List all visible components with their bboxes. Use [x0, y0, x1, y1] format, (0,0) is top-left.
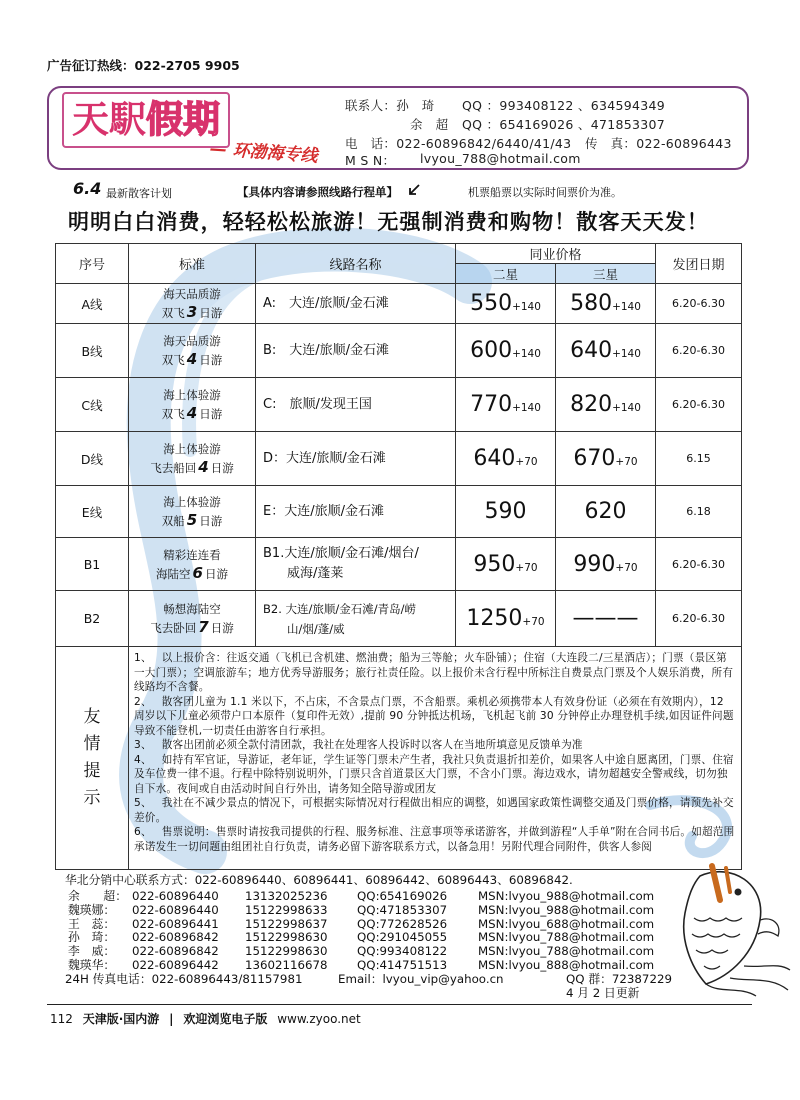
note-text: 如持有军官证，导游证，老年证，学生证等门票未产生者，我社只负责退折扣差价，如果客人中途自愿离团，门票、住宿及车位费一律不退。行程中除特别说明外，门票只含首道景区大门票，不含小门票。海边戏水，请勿超越安全警戒线，切勿独自下水。夜间或自由活动时间自行外出，请务知全陪导游或团友 [134, 753, 734, 795]
price-two-star-cell [456, 284, 556, 324]
departure-date-cell: 6.15 [656, 432, 742, 486]
duration-days: 4 [198, 458, 209, 476]
price-two-star-cell [456, 324, 556, 378]
route-line: E：大连/旅顺/金石滩 [263, 503, 384, 519]
duration-days: 7 [198, 618, 209, 636]
route-name-cell [256, 432, 456, 486]
price-extra: +140 [512, 348, 541, 360]
ad-hotline: 广告征订热线：022-2705 9905 [47, 58, 240, 73]
departure-date-cell: 6.20-6.30 [656, 324, 742, 378]
price-main: 590 [484, 499, 527, 524]
standard-duration [129, 404, 255, 423]
route-line: B: 大连/旅顺/金石滩 [263, 342, 390, 358]
contact-row [65, 890, 665, 904]
contact-name: 魏瑛华： [68, 957, 116, 972]
price-three-star-cell [556, 284, 656, 324]
distribution-fax-row [65, 971, 672, 987]
note-item [134, 796, 737, 825]
contact-qq: QQ:291045055 [357, 930, 448, 945]
notes-label: 友情提示 [83, 707, 101, 808]
duration-suffix: 日游 [210, 621, 234, 635]
route-name-cell [256, 591, 456, 647]
route-name-cell [256, 378, 456, 432]
contact-name: 孙 琦： [68, 930, 116, 945]
note-item [134, 825, 737, 854]
contact-person-1: 联系人：孙 琦 [345, 98, 435, 113]
route-number-cell: C线 [56, 378, 129, 432]
standard-tier: 海上体验游 [163, 388, 221, 402]
contact-phone: 电 话：022-60896842/6440/41/43 [345, 136, 572, 151]
col-header-date: 发团日期 [656, 244, 742, 284]
price-two-star-cell [456, 432, 556, 486]
page-footer [50, 1010, 367, 1027]
logo-subtitle: — 环渤海专线 [209, 139, 319, 167]
departure-date-cell: 6.20-6.30 [656, 378, 742, 432]
route-price-table [55, 243, 742, 870]
duration-mode: 双飞 [161, 407, 185, 421]
fax-number: 24H 传真电话：022-60896443/81157981 [65, 971, 303, 986]
duration-suffix: 日游 [210, 461, 234, 475]
contact-row [65, 959, 665, 973]
contact-name: 王 蕊： [68, 916, 116, 931]
contact-msn: MSN:lvyou_888@hotmail.com [478, 957, 655, 972]
contact-msn: MSN:lvyou_688@hotmail.com [478, 916, 655, 931]
duration-suffix: 日游 [199, 514, 223, 528]
notes-cell [129, 647, 742, 870]
distribution-updated-row [65, 987, 665, 1001]
note-item [134, 651, 737, 695]
standard-cell [129, 324, 256, 378]
note-text: 散客出团前必须全款付清团款，我社在处理客人投诉时以客人在当地所填意见反馈单为准 [161, 739, 583, 751]
route-number-cell: E线 [56, 486, 129, 538]
standard-duration [129, 458, 255, 477]
price-extra: +140 [612, 402, 641, 414]
standard-tier: 海上体验游 [163, 442, 221, 456]
price-main: 950 [473, 551, 516, 577]
contact-row [65, 945, 665, 959]
standard-cell [129, 538, 256, 591]
contact-msn: MSN:lvyou_788@hotmail.com [478, 930, 655, 945]
contact-row [65, 918, 665, 932]
note-item [134, 738, 737, 753]
contact-person-1-qq: QQ ：993408122 、634594349 [462, 98, 665, 113]
price-main: 640 [473, 446, 516, 471]
contact-row [65, 931, 665, 945]
route-line: 山/烟/蓬/威 [287, 621, 345, 636]
route-line: B2. 大连/旅顺/金石滩/青岛/崂 [263, 601, 417, 616]
logo-main-text: 天駅 [72, 98, 146, 141]
table-header-row [56, 244, 742, 264]
departure-date-cell: 6.20-6.30 [656, 591, 742, 647]
contact-person-2-qq: QQ ：654169026 、471853307 [462, 117, 665, 132]
table-row [56, 486, 742, 538]
standard-cell [129, 284, 256, 324]
standard-duration [129, 511, 255, 530]
departure-date-cell: 6.18 [656, 486, 742, 538]
route-line: C: 旅顺/发现王国 [263, 396, 372, 412]
contact-phone: 022-60896442 [132, 957, 219, 972]
footer-separator: | [169, 1012, 174, 1026]
fish-scales [692, 918, 742, 969]
col-header-two-star: 二星 [456, 264, 556, 284]
price-main: 820 [570, 392, 613, 417]
contact-mobile: 15122998630 [245, 944, 328, 959]
note-text: 以上报价含：往返交通（飞机已含机建、燃油费；船为三等舱；火车卧铺）；住宿（大连段二/三星酒店）；门票（景区第一大门票）；空调旅游车；地方优秀导游服务；旅行社责任险。以上报价未含行程中所标注自费景点门票及个人娱乐消费，所有线路均不含餐。 [134, 652, 734, 693]
standard-cell [129, 486, 256, 538]
price-main: 580 [570, 291, 613, 316]
standard-duration [129, 618, 255, 637]
standard-tier: 海天品质游 [163, 334, 221, 348]
headline: 明明白白消费，轻轻松松旅游！无强制消费和购物！散客天天发！ [68, 210, 709, 234]
duration-days: 6 [192, 563, 203, 582]
duration-suffix: 日游 [204, 566, 228, 581]
contact-phone: 022-60896842 [132, 944, 219, 959]
standard-tier: 海天品质游 [163, 287, 221, 301]
fish-fin [758, 919, 779, 936]
duration-mode: 双船 [161, 514, 185, 528]
col-header-route: 线路名称 [256, 244, 456, 284]
duration-suffix: 日游 [199, 306, 223, 320]
contact-qq: QQ:654169026 [357, 889, 448, 903]
route-line: 威海/蓬莱 [287, 566, 344, 581]
contact-msn: lvyou_788@hotmail.com [420, 151, 581, 166]
duration-suffix: 日游 [199, 353, 223, 367]
price-three-star-cell [556, 591, 656, 647]
departure-date-cell: 6.20-6.30 [656, 284, 742, 324]
price-three-star-cell [556, 486, 656, 538]
route-line: A: 大连/旅顺/金石滩 [263, 295, 389, 311]
plan-title: 最新散客计划 [106, 187, 172, 200]
contact-row [65, 904, 665, 918]
distribution-contacts [65, 873, 672, 1000]
price-two-star-cell [456, 378, 556, 432]
note-number: 3、 [134, 739, 152, 751]
contact-name: 魏瑛娜： [68, 902, 116, 917]
route-line: B1.大连/旅顺/金石滩/烟台/ [263, 546, 419, 561]
note-number: 6、 [134, 826, 152, 838]
fish-eye [735, 889, 742, 896]
note-text: 售票说明：售票时请按我司提供的行程、服务标准、注意事项等承诺游客，并做到游程“人手单”附在合同书后。如超范围承诺发生一切问题由组团社自行负责，请务必留下游客联系方式，以备急用！另附代理合同附件，供客人参阅 [134, 826, 735, 853]
standard-tier: 畅想海陆空 [163, 602, 221, 616]
note-item [134, 753, 737, 797]
price-extra: +70 [522, 616, 545, 628]
table-row [56, 378, 742, 432]
contact-msn: MSN:lvyou_988@hotmail.com [478, 902, 655, 917]
qq-group: QQ 群：72387229 [566, 971, 672, 986]
contact-msn: MSN:lvyou_988@hotmail.com [478, 889, 655, 903]
contact-phone: 022-60896842 [132, 930, 219, 945]
duration-mode: 双飞 [161, 306, 185, 320]
contact-phone: 022-60896440 [132, 889, 219, 903]
price-three-star-cell [556, 432, 656, 486]
price-three-star-cell [556, 538, 656, 591]
contact-mobile: 13602116678 [245, 957, 328, 972]
plan-version: 6.4 [73, 179, 102, 198]
departure-date-cell: 6.20-6.30 [656, 538, 742, 591]
contact-mobile: 15122998630 [245, 930, 328, 945]
table-row [56, 538, 742, 591]
duration-mode: 飞去船回 [150, 461, 197, 475]
footer-url: www.zyoo.net [277, 1012, 361, 1026]
route-line: D：大连/旅顺/金石滩 [263, 450, 386, 466]
price-three-star-cell [556, 378, 656, 432]
notes-list [134, 651, 737, 869]
contact-msn: MSN:lvyou_788@hotmail.com [478, 944, 655, 959]
price-two-star-cell [456, 486, 556, 538]
note-number: 5、 [134, 797, 152, 809]
col-header-standard: 标准 [129, 244, 256, 284]
arrow-down-left-icon [407, 183, 421, 197]
updated-date: 4 月 2 日更新 [566, 985, 640, 1000]
route-name-cell [256, 486, 456, 538]
col-header-three-star: 三星 [556, 264, 656, 284]
price-main: 620 [584, 499, 627, 524]
price-main: 600 [470, 338, 513, 363]
page-number: 112 [50, 1012, 73, 1026]
route-number-cell: B1 [56, 538, 129, 591]
route-number-cell: B线 [56, 324, 129, 378]
price-extra: +70 [615, 561, 638, 574]
distribution-contact-list [65, 890, 665, 973]
standard-tier: 精彩连连看 [163, 547, 221, 562]
price-main: 1250 [466, 606, 523, 631]
fish-head-stripe [726, 868, 730, 892]
note-text: 我社在不减少景点的情况下，可根据实际情况对行程做出相应的调整，如遇国家政策性调整交通及门票价格，请预先补交差价。 [134, 797, 734, 824]
duration-days: 4 [186, 404, 198, 422]
table-row [56, 284, 742, 324]
price-main: 670 [573, 446, 616, 471]
route-name-cell [256, 324, 456, 378]
email-address: Email：lvyou_vip@yahoo.cn [338, 971, 504, 986]
price-two-star-cell [456, 538, 556, 591]
standard-cell [129, 591, 256, 647]
distribution-title: 华北分销中心联系方式：022-60896440、60896441、60896442、60896443、60896842. [65, 873, 573, 887]
price-two-star-cell [456, 591, 556, 647]
table-row [56, 591, 742, 647]
plan-note: 【具体内容请参照线路行程单】 [237, 185, 398, 199]
price-three-star-cell [556, 324, 656, 378]
contact-qq: QQ:471853307 [357, 902, 448, 917]
route-name-cell [256, 538, 456, 591]
price-main: ——— [572, 606, 639, 631]
price-extra: +70 [515, 456, 538, 468]
route-number-cell: A线 [56, 284, 129, 324]
contact-mobile: 13132025236 [245, 889, 328, 903]
duration-days: 5 [186, 511, 198, 529]
price-main: 640 [570, 338, 613, 363]
contact-person-2: 余 超 [410, 117, 449, 132]
duration-mode: 飞去卧回 [150, 621, 197, 635]
standard-cell [129, 378, 256, 432]
footer-rule [47, 1004, 752, 1005]
note-number: 2、 [134, 695, 152, 708]
notes-section [56, 647, 742, 870]
fish-illustration-icon [660, 858, 795, 1003]
ticket-price-note: 机票船票以实际时间票价为准。 [468, 186, 622, 199]
table-body [56, 284, 742, 647]
standard-duration [129, 564, 255, 583]
fish-body [684, 872, 761, 984]
contact-msn-label: M S N： [345, 153, 396, 168]
note-number: 1、 [134, 652, 152, 664]
duration-days: 3 [186, 303, 198, 321]
standard-duration [129, 303, 255, 322]
contact-name: 李 威： [68, 944, 116, 959]
route-number-cell: B2 [56, 591, 129, 647]
standard-duration [129, 350, 255, 369]
price-extra: +140 [512, 301, 541, 313]
contact-phone: 022-60896440 [132, 902, 219, 917]
contact-phone: 022-60896441 [132, 916, 219, 931]
table-row [56, 324, 742, 378]
contact-qq: QQ:993408122 [357, 944, 448, 959]
contact-mobile: 15122998637 [245, 916, 328, 931]
price-main: 770 [470, 392, 513, 417]
price-extra: +140 [612, 348, 641, 360]
fish-tail [706, 966, 790, 996]
brand-logo [62, 92, 230, 148]
price-main: 550 [470, 291, 513, 316]
footer-tagline: 欢迎浏览电子版 [183, 1012, 268, 1026]
table-row [56, 432, 742, 486]
price-main: 990 [573, 551, 616, 577]
contact-name: 余 超： [68, 889, 127, 903]
contact-qq: QQ:772628526 [357, 916, 448, 931]
contact-mobile: 15122998633 [245, 902, 328, 917]
duration-days: 4 [186, 350, 198, 368]
contact-qq: QQ:414751513 [357, 957, 448, 972]
col-header-price: 同业价格 [456, 244, 656, 264]
col-header-number: 序号 [56, 244, 129, 284]
price-extra: +70 [515, 561, 538, 574]
notes-label-cell [56, 647, 129, 870]
route-name-cell [256, 284, 456, 324]
standard-tier: 海上体验游 [163, 495, 221, 509]
notes-row [56, 647, 742, 870]
table-head [56, 244, 742, 284]
duration-mode: 海陆空 [156, 566, 191, 581]
standard-cell [129, 432, 256, 486]
route-number-cell: D线 [56, 432, 129, 486]
footer-section: 天津版·国内游 [82, 1012, 160, 1026]
contact-fax: 传 真：022-60896443 [585, 136, 732, 151]
note-item [134, 695, 737, 739]
note-number: 4、 [134, 753, 152, 766]
duration-suffix: 日游 [199, 407, 223, 421]
price-extra: +70 [615, 456, 638, 468]
duration-mode: 双飞 [161, 353, 185, 367]
price-extra: +140 [612, 301, 641, 313]
note-text: 散客团儿童为 1.1 米以下，不占床，不含景点门票，不含船票。乘机必须携带本人有效身份证（必须在有效期内），12 周岁以下儿童必须带户口本原件（复印件无效）,提前 90 分钟抵达机场，飞机起飞前 30 分钟停止办理登机手续,如因证件问题导致不能登机,一切责任由游客自行承担。 [134, 695, 734, 737]
price-extra: +140 [512, 402, 541, 414]
logo-accent-text: 假期 [146, 98, 220, 141]
